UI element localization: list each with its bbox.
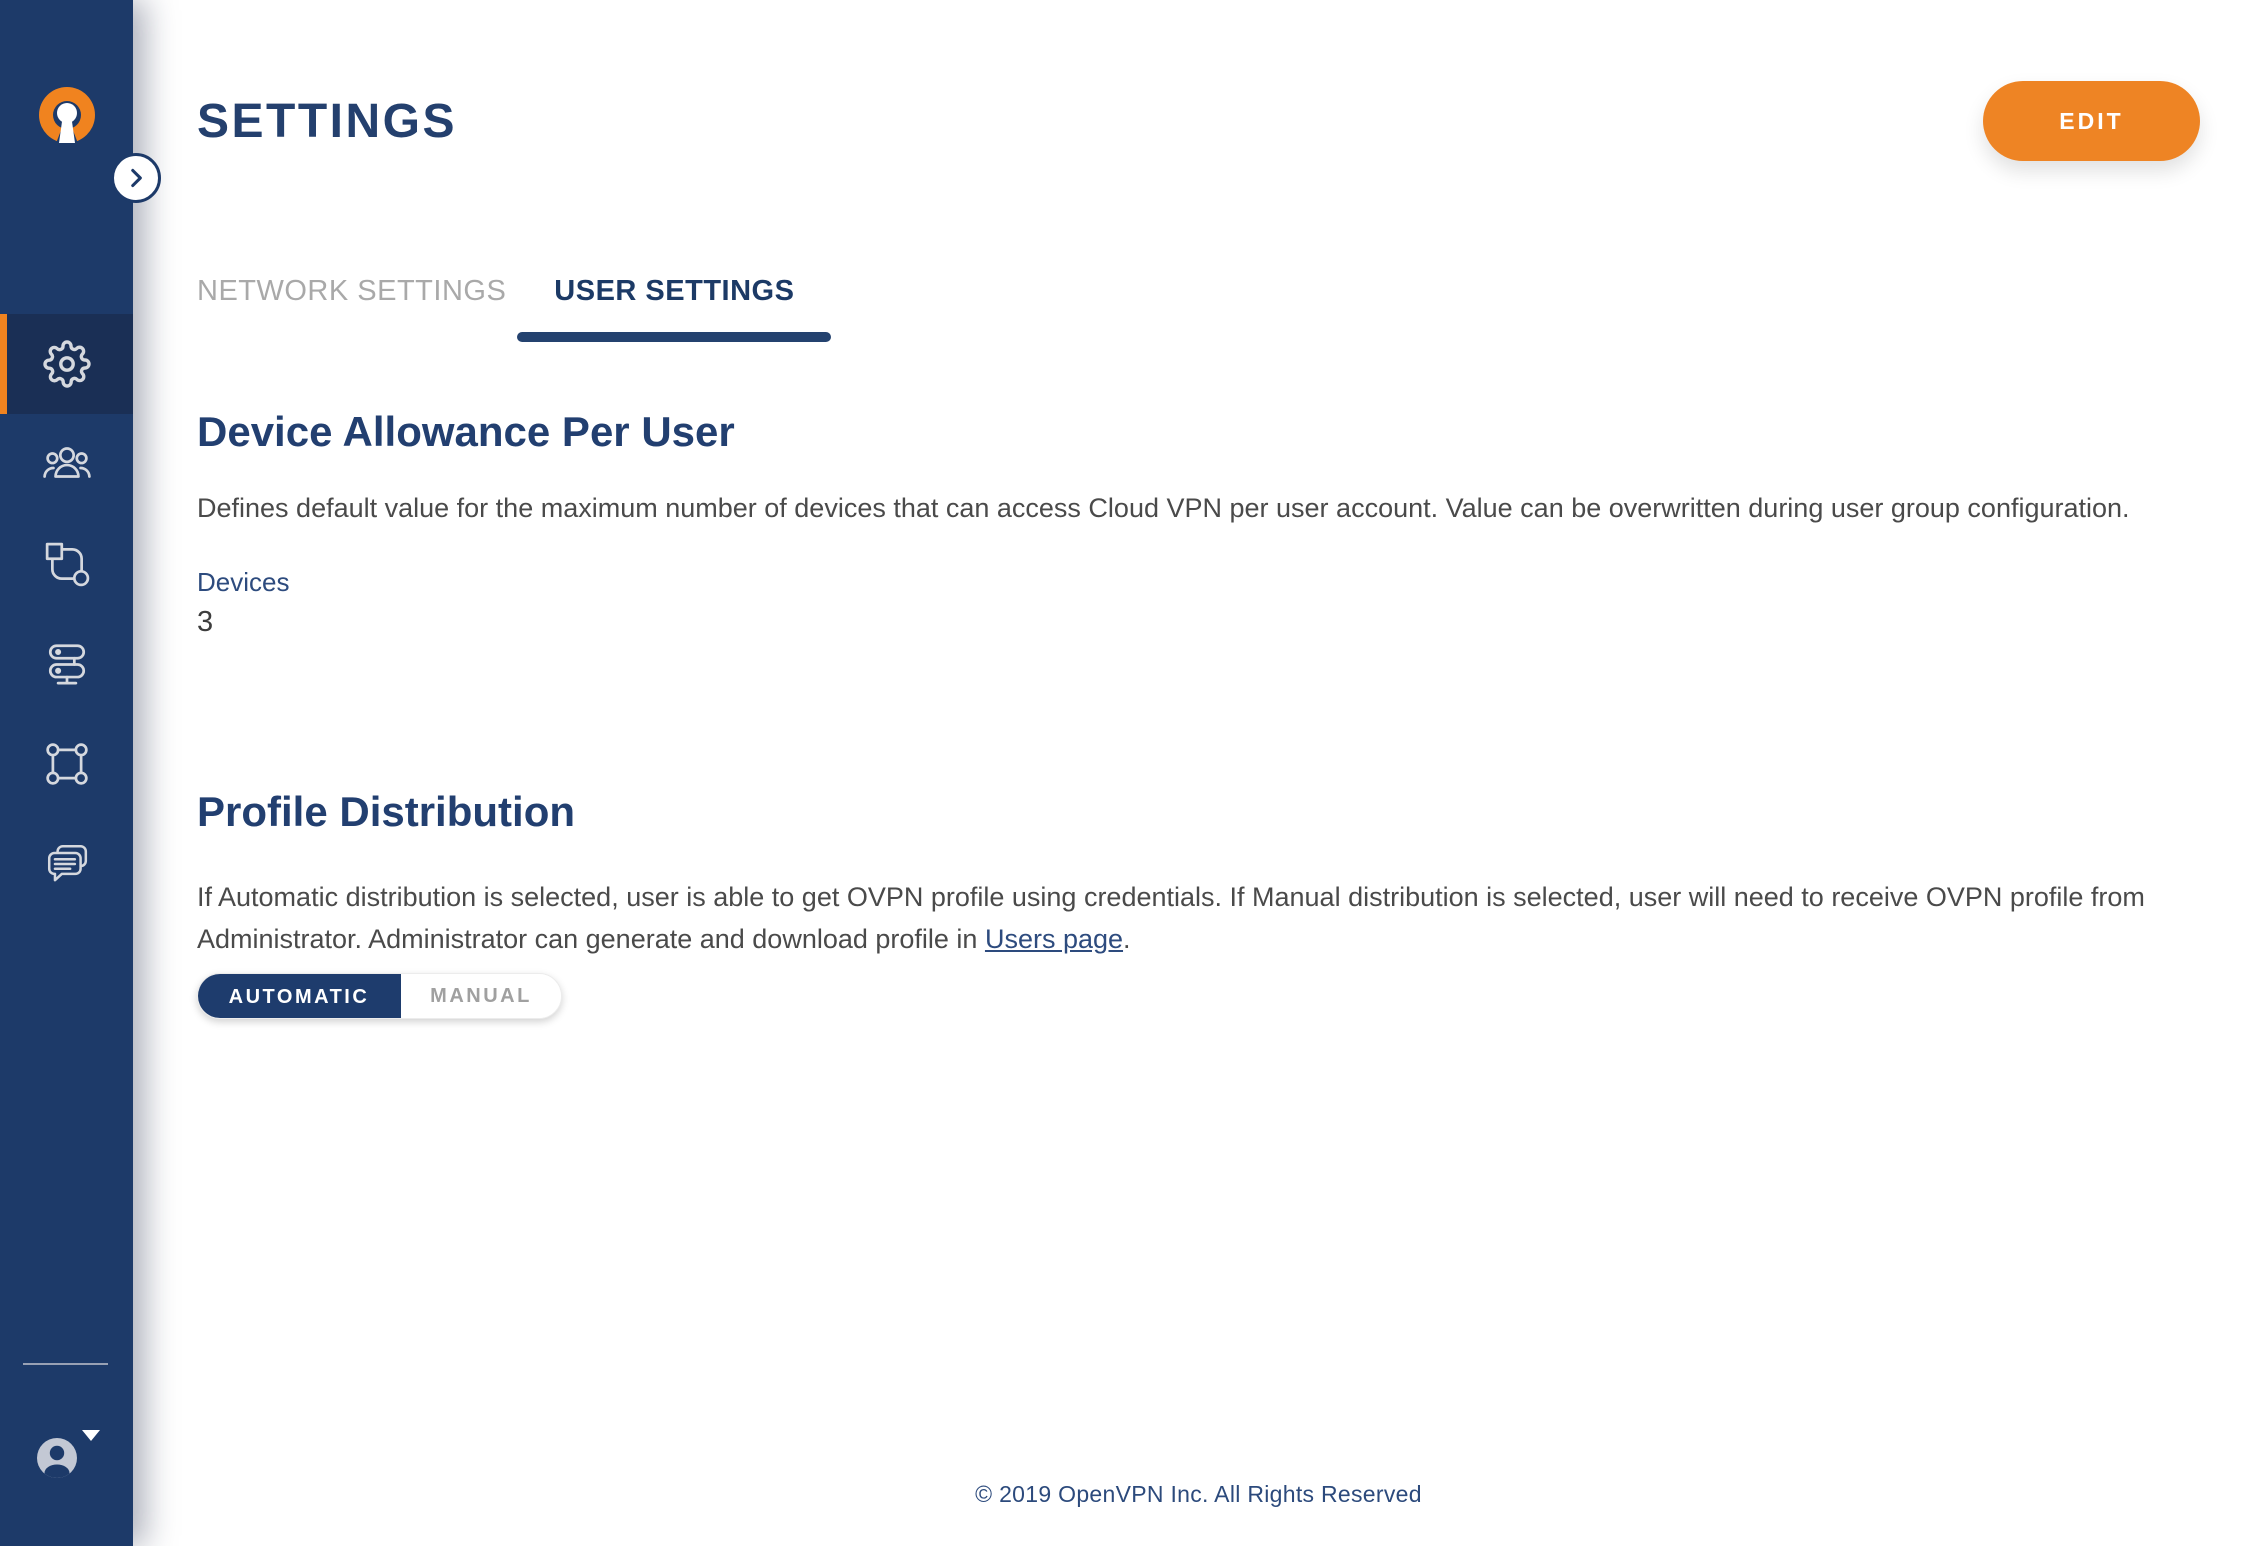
gear-icon (43, 340, 91, 388)
chat-bubbles-icon (44, 842, 90, 886)
sidebar-expand-button[interactable] (111, 153, 161, 203)
sidebar-item-network[interactable] (0, 514, 133, 614)
devices-field (197, 566, 2200, 639)
profile-distribution-description (197, 876, 2177, 960)
toggle-option-manual[interactable]: MANUAL (401, 974, 561, 1018)
avatar-icon (35, 1436, 79, 1480)
profile-distribution-description-period: . (1123, 924, 1131, 954)
sidebar-item-chat[interactable] (0, 814, 133, 914)
active-tab-indicator (517, 332, 831, 342)
sidebar-item-topology[interactable] (0, 714, 133, 814)
main-content (133, 0, 2258, 1546)
caret-down-icon (82, 1430, 100, 1441)
network-shapes-icon (44, 541, 90, 587)
profile-distribution-section (197, 790, 2200, 1019)
sidebar-item-hosts[interactable] (0, 614, 133, 714)
profile-distribution-title: Profile Distribution (197, 788, 575, 835)
users-page-link[interactable]: Users page (984, 924, 1124, 954)
sidebar-nav (0, 314, 133, 914)
sidebar-item-users[interactable] (0, 414, 133, 514)
account-menu[interactable] (35, 1436, 99, 1484)
devices-field-label: Devices (197, 567, 290, 597)
edit-button[interactable]: EDIT (1983, 81, 2200, 161)
copyright-footer: © 2019 OpenVPN Inc. All Rights Reserved (975, 1481, 1422, 1507)
devices-field-value: 3 (197, 606, 214, 638)
users-icon (42, 444, 92, 484)
page-header (197, 81, 2200, 161)
device-allowance-description: Defines default value for the maximum number of devices that can access Cloud VPN per user account. Value can be overwritten during user group configuration. (197, 493, 2130, 523)
device-allowance-section (197, 410, 2200, 639)
profile-distribution-description-text: If Automatic distribution is selected, user is able to get OVPN profile using credentials. If Manual distribution is selected, user will need to receive OVPN profile from Administrator. Administrator can generate and download profile in (197, 882, 2145, 954)
topology-icon (44, 741, 90, 787)
page-title: SETTINGS (197, 95, 458, 148)
tab-user-settings[interactable] (554, 275, 794, 308)
profile-distribution-toggle (197, 973, 562, 1019)
openvpn-logo[interactable] (35, 85, 99, 153)
tab-user-settings-label: USER SETTINGS (554, 275, 795, 307)
tab-network-settings[interactable]: NETWORK SETTINGS (197, 275, 507, 307)
device-allowance-title: Device Allowance Per User (197, 408, 735, 455)
sidebar-divider (23, 1363, 108, 1365)
chevron-right-icon (123, 165, 149, 191)
toggle-option-automatic[interactable]: AUTOMATIC (197, 973, 401, 1019)
tabs-bar (197, 275, 2200, 347)
hosts-icon (44, 642, 90, 686)
openvpn-logo-icon (35, 85, 99, 153)
sidebar-item-settings[interactable] (0, 314, 133, 414)
sidebar (0, 0, 133, 1546)
